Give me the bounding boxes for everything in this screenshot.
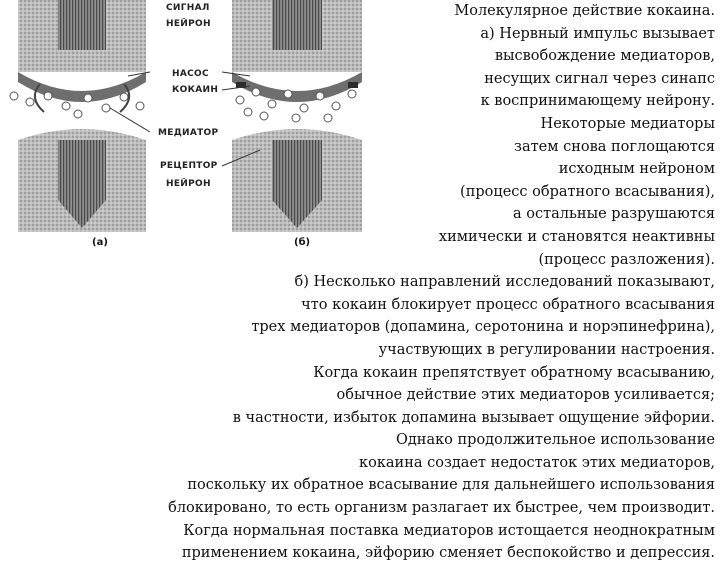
label-receptor: РЕЦЕПТОР (160, 161, 218, 171)
label-neuron-top: НЕЙРОН (166, 19, 211, 29)
label-neuron-bottom: НЕЙРОН (166, 179, 211, 189)
text-line: несущих сигнал через синапс (484, 70, 715, 87)
label-signal: СИГНАЛ (166, 3, 210, 13)
text-line: Когда нормальная поставка медиаторов истощается неоднократным (183, 522, 715, 539)
text-line: Когда кокаин препятствует обратному всасыванию, (313, 364, 715, 381)
label-pump: НАСОС (172, 69, 209, 79)
text-line: что кокаин блокирует процесс обратного всасывания (301, 296, 715, 313)
caption-b: (б) (294, 237, 311, 248)
text-line: химически и становятся неактивны (438, 228, 715, 245)
text-line: применением кокаина, эйфорию сменяет беспокойство и депрессия. (181, 545, 715, 562)
text-line: Однако продолжительное использование (395, 432, 715, 449)
text-line: исходным нейроном (558, 161, 715, 178)
text-line: (процесс обратного всасывания), (460, 183, 715, 200)
text-line: участвующих в регулировании настроения. (378, 341, 715, 358)
text-line: блокировано, то есть организм разлагает их быстрее, чем производит. (168, 500, 715, 517)
text-line: а остальные разрушаются (513, 206, 715, 223)
text-line: высвобождение медиаторов, (494, 48, 715, 65)
label-mediator: МЕДИАТОР (158, 128, 219, 138)
text-line: б) Несколько направлений исследований показывают, (294, 274, 715, 291)
caption-a: (а) (92, 237, 108, 248)
text-line: в частности, избыток допамина вызывает ощущение эйфории. (232, 409, 715, 426)
text-line: трех медиаторов (допамина, серотонина и норэпинефрина), (251, 319, 715, 336)
text-line: к воспринимающему нейрону. (480, 93, 715, 110)
text-line: затем снова поглощаются (514, 138, 715, 155)
text-line: поскольку их обратное всасывание для дальнейшего использования (187, 477, 715, 494)
text-line: (процесс разложения). (538, 251, 715, 268)
text-line: Молекулярное действие кокаина. (454, 3, 715, 19)
label-cocaine: КОКАИН (172, 85, 219, 95)
text-line: а) Нервный импульс вызывает (480, 25, 715, 42)
text-line: обычное действие этих медиаторов усиливается; (336, 387, 715, 404)
text-line: Некоторые медиаторы (540, 115, 715, 132)
text-line: кокаина создает недостаток этих медиаторов, (359, 454, 715, 471)
